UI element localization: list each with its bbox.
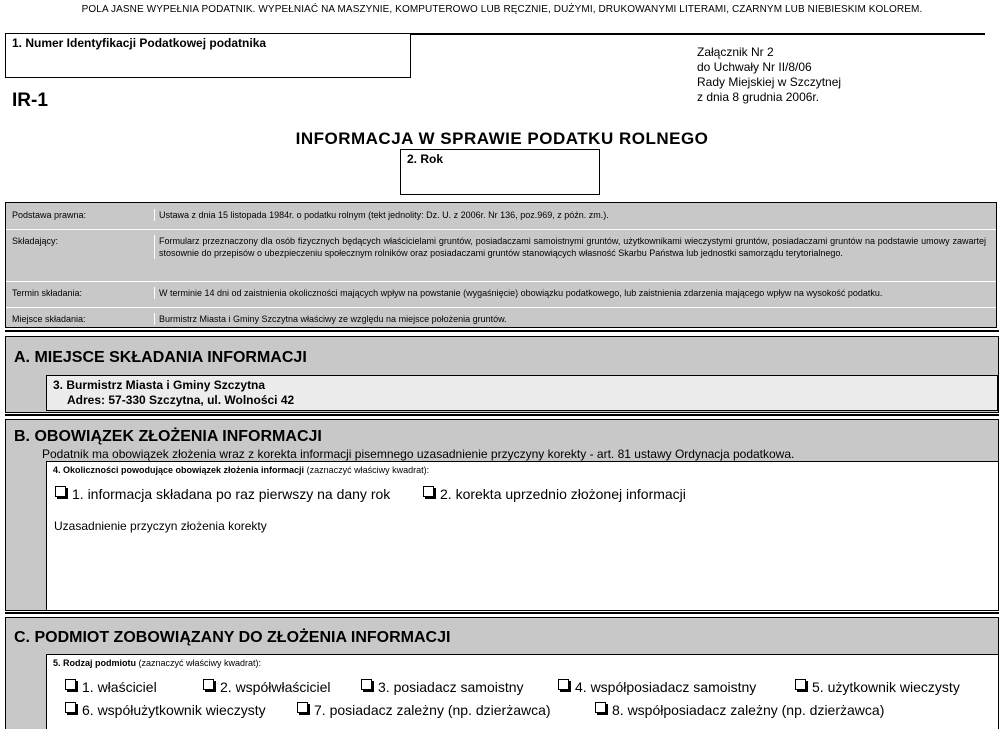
option-independent-holder[interactable] bbox=[361, 679, 524, 695]
section-b-field bbox=[46, 461, 998, 610]
option-independent-co-holder[interactable] bbox=[558, 679, 756, 695]
legal-info-table bbox=[5, 202, 997, 328]
section-a bbox=[5, 336, 999, 413]
info-value: Burmistrz Miasta i Gminy Szczytna właściwy ze względu na miejsce położenia gruntów. bbox=[154, 313, 986, 325]
checkbox-icon[interactable] bbox=[558, 679, 569, 690]
option-dependent-co-holder[interactable] bbox=[595, 702, 884, 718]
field-5-hint: (zaznaczyć właściwy kwadrat): bbox=[138, 658, 262, 668]
checkbox-icon[interactable] bbox=[423, 486, 434, 497]
option-perpetual-user[interactable] bbox=[795, 679, 960, 695]
authority-address: Adres: 57-330 Szczytna, ul. Wolności 42 bbox=[67, 393, 295, 407]
info-row-place bbox=[6, 307, 996, 329]
option-owner[interactable] bbox=[65, 679, 157, 695]
authority-name: 3. Burmistrz Miasta i Gminy Szczytna bbox=[53, 378, 266, 392]
option-label: 1. informacja składana po raz pierwszy na dany rok bbox=[72, 486, 391, 502]
divider bbox=[5, 612, 999, 614]
option-perpetual-co-user[interactable] bbox=[65, 702, 266, 718]
section-b-heading: B. OBOWIĄZEK ZŁOŻENIA INFORMACJI bbox=[14, 428, 322, 445]
section-c-field bbox=[46, 654, 998, 729]
section-a-heading: A. MIEJSCE SKŁADANIA INFORMACJI bbox=[14, 349, 307, 366]
option-label: 7. posiadacz zależny (np. dzierżawca) bbox=[314, 702, 551, 718]
section-a-address-box bbox=[46, 375, 998, 411]
checkbox-icon[interactable] bbox=[65, 679, 76, 690]
option-label: 8. współposiadacz zależny (np. dzierżawca) bbox=[612, 702, 885, 718]
section-c bbox=[5, 617, 999, 729]
divider bbox=[5, 330, 999, 332]
field-4-caption bbox=[53, 465, 429, 475]
year-field[interactable] bbox=[400, 149, 600, 195]
option-label: 2. korekta uprzednio złożonej informacji bbox=[440, 486, 686, 502]
checkbox-icon[interactable] bbox=[55, 486, 66, 497]
attachment-line-4: z dnia 8 grudnia 2006r. bbox=[697, 90, 820, 104]
option-label: 1. właściciel bbox=[82, 679, 157, 695]
checkbox-icon[interactable] bbox=[297, 702, 308, 713]
info-label: Składający: bbox=[12, 236, 59, 246]
section-b-note: Podatnik ma obowiązek złożenia wraz z korekta informacji pisemnego uzasadnienie przyczyny korekty - art. 81 ustawy Ordynacja podatkowa. bbox=[42, 447, 795, 461]
option-first-filing[interactable] bbox=[55, 486, 390, 502]
justification-label: Uzasadnienie przyczyn złożenia korekty bbox=[54, 519, 267, 533]
info-label: Podstawa prawna: bbox=[12, 210, 87, 220]
section-b bbox=[5, 419, 999, 611]
option-label: 2. współwłaściciel bbox=[220, 679, 331, 695]
checkbox-icon[interactable] bbox=[595, 702, 606, 713]
option-label: 6. współużytkownik wieczysty bbox=[82, 702, 266, 718]
top-instruction-note: POLA JASNE WYPEŁNIA PODATNIK. WYPEŁNIAĆ NA MASZYNIE, KOMPUTEROWO LUB RĘCZNIE, DUŻYMI, DRUKOWANYMI LITERAMI, CZARNYM LUB NIEBIESKIM KOLOREM. bbox=[81, 4, 923, 15]
info-label: Termin składania: bbox=[12, 288, 83, 298]
section-c-heading: C. PODMIOT ZOBOWIĄZANY DO ZŁOŻENIA INFORMACJI bbox=[14, 629, 451, 646]
divider bbox=[5, 414, 999, 416]
option-co-owner[interactable] bbox=[203, 679, 330, 695]
checkbox-icon[interactable] bbox=[795, 679, 806, 690]
option-label: 4. współposiadacz samoistny bbox=[575, 679, 757, 695]
option-correction[interactable] bbox=[423, 486, 686, 502]
info-label: Miejsce składania: bbox=[12, 314, 86, 324]
year-label: 2. Rok bbox=[407, 152, 444, 166]
field-5-caption bbox=[53, 658, 261, 668]
option-dependent-holder[interactable] bbox=[297, 702, 551, 718]
attachment-note bbox=[697, 45, 841, 105]
checkbox-icon[interactable] bbox=[361, 679, 372, 690]
checkbox-icon[interactable] bbox=[203, 679, 214, 690]
info-row-filer bbox=[6, 229, 996, 282]
attachment-line-2: do Uchwały Nr II/8/06 bbox=[697, 60, 812, 74]
info-row-deadline bbox=[6, 281, 996, 308]
nip-field[interactable] bbox=[5, 33, 411, 78]
attachment-line-3: Rady Miejskiej w Szczytnej bbox=[697, 75, 842, 89]
field-5-label: 5. Rodzaj podmiotu bbox=[53, 658, 136, 668]
checkbox-icon[interactable] bbox=[65, 702, 76, 713]
info-value: Formularz przeznaczony dla osób fizycznych będących właścicielami gruntów, posiadaczami samoistnymi gruntów, użytkownikami wieczystymi gruntów, posiadaczami gruntów na podstawie umowy zawartej stosownie do przepisów o ubezpieczeniu społecznym rolników oraz posiadaczami gruntów stanowiących własność Skarbu Państwa lub jednostki samorządu terytorialnego. bbox=[154, 235, 986, 259]
header-rule bbox=[410, 33, 985, 35]
info-row-legal-basis bbox=[6, 203, 996, 230]
field-4-hint: (zaznaczyć właściwy kwadrat): bbox=[306, 465, 430, 475]
info-value: W terminie 14 dni od zaistnienia okoliczności mających wpływ na powstanie (wygaśnięcie) obowiązku podatkowego, lub zaistnienia zdarzenia mającego wpływ na wysokość podatku. bbox=[154, 287, 986, 299]
attachment-line-1: Załącznik Nr 2 bbox=[697, 45, 774, 59]
nip-label: 1. Numer Identyfikacji Podatkowej podatnika bbox=[12, 36, 267, 50]
form-code: IR-1 bbox=[12, 90, 48, 111]
option-label: 5. użytkownik wieczysty bbox=[812, 679, 960, 695]
option-label: 3. posiadacz samoistny bbox=[378, 679, 524, 695]
info-value: Ustawa z dnia 15 listopada 1984r. o podatku rolnym (tekt jednolity: Dz. U. z 2006r. Nr 136, poz.969, z późn. zm.). bbox=[154, 209, 986, 221]
form-title: INFORMACJA W SPRAWIE PODATKU ROLNEGO bbox=[295, 129, 709, 148]
field-4-label: 4. Okoliczności powodujące obowiązek złożenia informacji bbox=[53, 465, 305, 475]
